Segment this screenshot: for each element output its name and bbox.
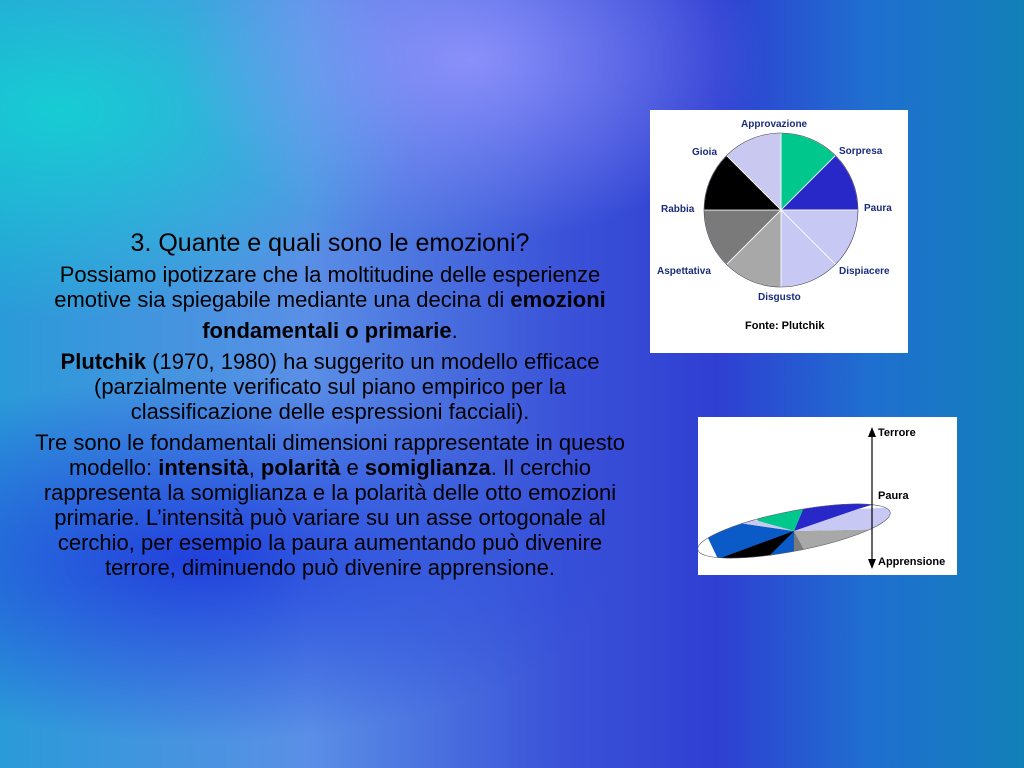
wheel-label-gioia: Gioia bbox=[692, 147, 718, 158]
intensity-label-top: Terrore bbox=[878, 427, 916, 439]
wheel-slices bbox=[704, 133, 858, 287]
paragraph-plutchik bbox=[30, 349, 630, 424]
fundamental-tail: . bbox=[451, 318, 458, 343]
fundamental-bold: fondamentali o primarie bbox=[202, 318, 452, 343]
slide-body bbox=[30, 228, 630, 586]
plutchik-bold: Plutchik bbox=[60, 349, 147, 374]
wheel-label-dispiacere: Dispiacere bbox=[839, 266, 890, 277]
axis-arrow-up bbox=[868, 427, 876, 437]
tilted-wheel bbox=[698, 497, 898, 575]
intensity-svg bbox=[698, 417, 957, 575]
wheel-label-sorpresa: Sorpresa bbox=[839, 146, 883, 157]
dimensions-text-a: Tre sono le fondamentali dimensioni rappresentate in questo modello: bbox=[35, 430, 625, 480]
dimension-similarity: somiglianza bbox=[364, 455, 491, 480]
wheel-label-aspettativa: Aspettativa bbox=[657, 266, 711, 277]
intensity-label-bottom: Apprensione bbox=[878, 556, 946, 568]
paragraph-fundamental bbox=[30, 318, 630, 343]
intensity-label-middle: Paura bbox=[878, 490, 909, 502]
wheel-label-paura: Paura bbox=[864, 203, 892, 214]
intensity-axis-figure bbox=[698, 417, 957, 575]
wheel-source: Fonte: Plutchik bbox=[745, 320, 825, 332]
slide-title: 3. Quante e quali sono le emozioni? bbox=[130, 229, 530, 257]
dimensions-text-d: e bbox=[340, 455, 365, 480]
plutchik-text: (1970, 1980) ha suggerito un modello efficace (parzialmente verificato sul piano empirico per la classificazione delle espressioni facciali). bbox=[94, 349, 600, 424]
plutchik-wheel-figure bbox=[650, 110, 908, 353]
wheel-label-disgusto: Disgusto bbox=[758, 292, 801, 303]
dimension-intensity: intensità bbox=[158, 455, 249, 480]
dimension-polarity: polarità bbox=[260, 455, 341, 480]
dimensions-text-e: . Il cerchio rappresenta la somiglianza e la polarità delle otto emozioni primarie. L’intensità può variare su un asse ortogonale al cerchio, per esempio la paura aumentando può divenire terrore, diminuendo può divenire apprensione. bbox=[43, 455, 617, 580]
wheel-label-rabbia: Rabbia bbox=[661, 204, 695, 215]
dimensions-text-c: , bbox=[248, 455, 261, 480]
axis-arrow-down bbox=[868, 559, 876, 569]
intro-bold: emozioni bbox=[510, 287, 606, 312]
intro-text: Possiamo ipotizzare che la moltitudine delle esperienze emotive sia spiegabile mediante una decina di bbox=[54, 262, 601, 312]
wheel-label-approvazione: Approvazione bbox=[741, 119, 808, 130]
paragraph-dimensions bbox=[30, 430, 630, 580]
paragraph-intro bbox=[30, 262, 630, 312]
disk-slice-dispiacere bbox=[794, 529, 898, 557]
